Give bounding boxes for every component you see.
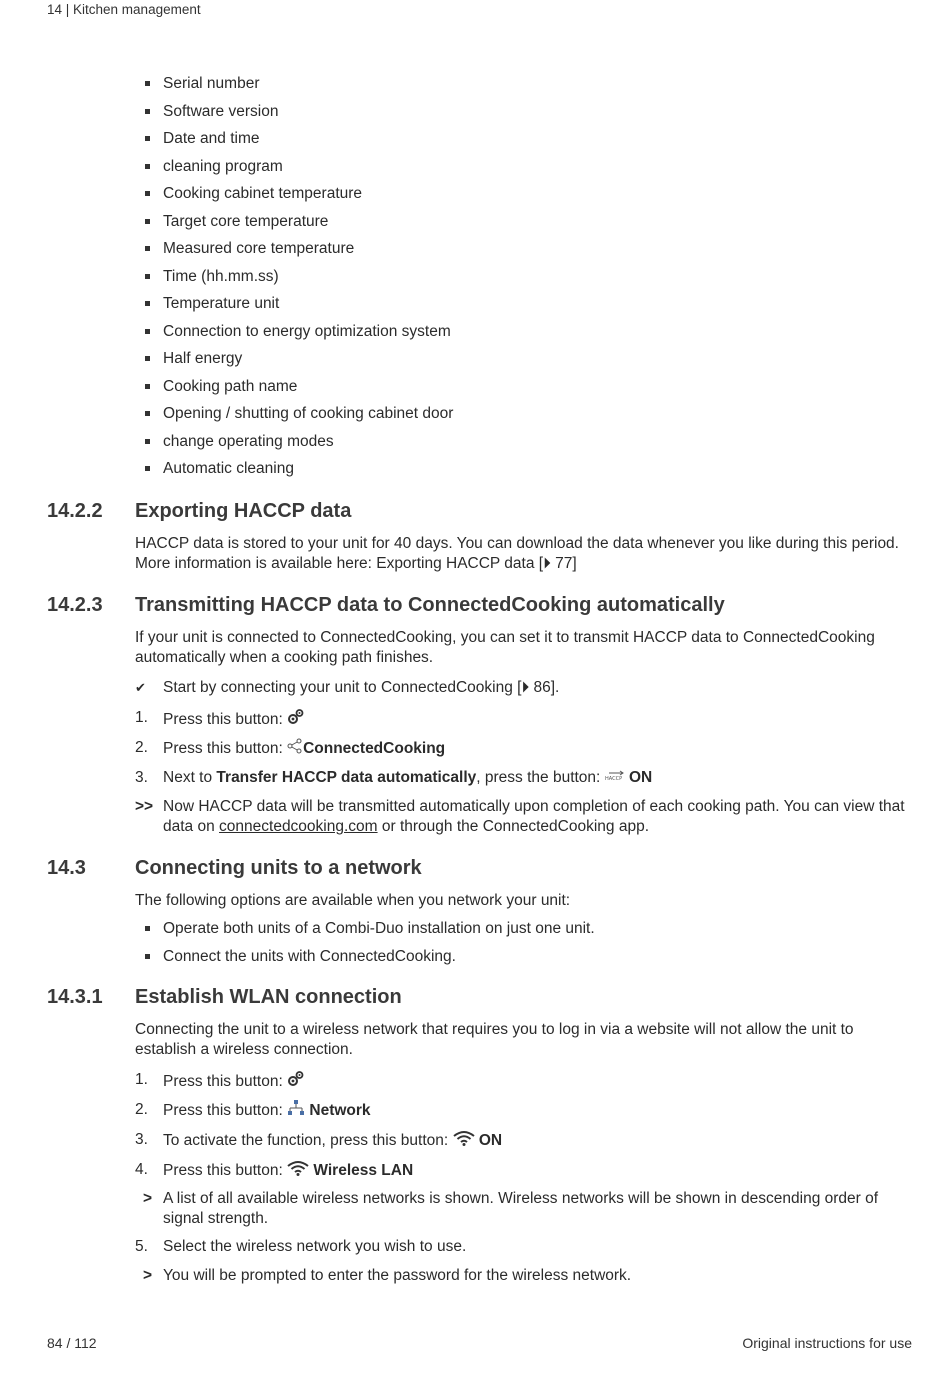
checkmark-icon: ✔ <box>135 680 146 695</box>
document-label: Original instructions for use <box>742 1335 912 1351</box>
section-number: 14.3.1 <box>47 986 103 1008</box>
list-item: Half energy <box>145 348 453 376</box>
bullet-square <box>145 109 150 114</box>
list-item: Automatic cleaning <box>145 458 453 486</box>
page-reference-arrow-icon: ⏵ <box>521 679 530 696</box>
page-reference-link[interactable]: 86]. <box>529 679 560 696</box>
list-item: Opening / shutting of cooking cabinet door <box>145 403 453 431</box>
bullet-square <box>145 329 150 334</box>
settings-gears-icon[interactable] <box>287 1070 305 1094</box>
page-reference-arrow-icon: ⏵ <box>543 555 551 572</box>
section-title: Transmitting HACCP data to ConnectedCooking automatically <box>135 594 725 616</box>
list-item: Measured core temperature <box>145 238 453 266</box>
on-button-label[interactable]: ON <box>478 1132 503 1150</box>
bullet-square <box>145 411 150 416</box>
bullet-square <box>145 384 150 389</box>
list-item: Target core temperature <box>145 211 453 239</box>
connectedcooking-link[interactable]: connectedcooking.com <box>219 818 378 835</box>
list-item: change operating modes <box>145 431 453 459</box>
network-icon[interactable] <box>287 1100 305 1122</box>
haccp-recorded-data-list <box>145 73 453 486</box>
running-header: 14 | Kitchen management <box>47 2 201 17</box>
wifi-icon[interactable] <box>287 1160 309 1182</box>
list-item: Date and time <box>145 128 453 156</box>
list-item: cleaning program <box>145 156 453 184</box>
svg-text:HACCP: HACCP <box>604 776 622 782</box>
list-item: Cooking path name <box>145 376 453 404</box>
bullet-square <box>145 136 150 141</box>
page-number: 84 / 112 <box>47 1335 97 1351</box>
network-options-list <box>145 918 595 973</box>
settings-gears-icon[interactable] <box>287 708 305 732</box>
share-network-icon[interactable] <box>287 738 303 760</box>
paragraph-intro: The following options are available when you network your unit: <box>135 892 571 909</box>
bullet-square <box>145 164 150 169</box>
paragraph-intro: If your unit is connected to ConnectedCooking, you can set it to transmit HACCP data to ConnectedCooking automatically when a cooking path finishes. <box>135 629 875 666</box>
bullet-square <box>145 274 150 279</box>
bullet-square <box>145 301 150 306</box>
wifi-icon[interactable] <box>453 1130 475 1152</box>
section-number: 14.3 <box>47 857 86 879</box>
bullet-square <box>145 81 150 86</box>
page-reference-link[interactable]: 77] <box>550 555 577 572</box>
list-item: Temperature unit <box>145 293 453 321</box>
list-item: Operate both units of a Combi-Duo installation on just one unit. <box>145 918 595 946</box>
list-item: Cooking cabinet temperature <box>145 183 453 211</box>
section-title: Connecting units to a network <box>135 857 422 879</box>
section-title: Exporting HACCP data <box>135 500 352 522</box>
list-item: Connection to energy optimization system <box>145 321 453 349</box>
bullet-square <box>145 926 150 931</box>
bullet-square <box>145 219 150 224</box>
section-number: 14.2.2 <box>47 500 103 522</box>
bullet-square <box>145 954 150 959</box>
paragraph-haccp-storage: HACCP data is stored to your unit for 40 days. You can download the data whenever you like during this period. More information is available here: Exporting HACCP data [⏵ 77] <box>135 535 899 572</box>
on-button-label[interactable]: ON <box>628 769 653 787</box>
network-button-label[interactable]: Network <box>309 1102 371 1120</box>
wireless-lan-button-label[interactable]: Wireless LAN <box>313 1162 414 1180</box>
section-number: 14.2.3 <box>47 594 103 616</box>
haccp-transfer-icon[interactable] <box>605 768 625 788</box>
bullet-square <box>145 439 150 444</box>
bullet-square <box>145 246 150 251</box>
list-item: Software version <box>145 101 453 129</box>
section-title: Establish WLAN connection <box>135 986 402 1008</box>
connectedcooking-button-label[interactable]: ConnectedCooking <box>303 740 446 758</box>
bullet-square <box>145 356 150 361</box>
bullet-square <box>145 466 150 471</box>
list-item: Serial number <box>145 73 453 101</box>
list-item: Time (hh.mm.ss) <box>145 266 453 294</box>
bullet-square <box>145 191 150 196</box>
paragraph-intro: Connecting the unit to a wireless network that requires you to log in via a website will not allow the unit to establish a wireless connection. <box>135 1021 854 1058</box>
list-item: Connect the units with ConnectedCooking. <box>145 946 595 974</box>
